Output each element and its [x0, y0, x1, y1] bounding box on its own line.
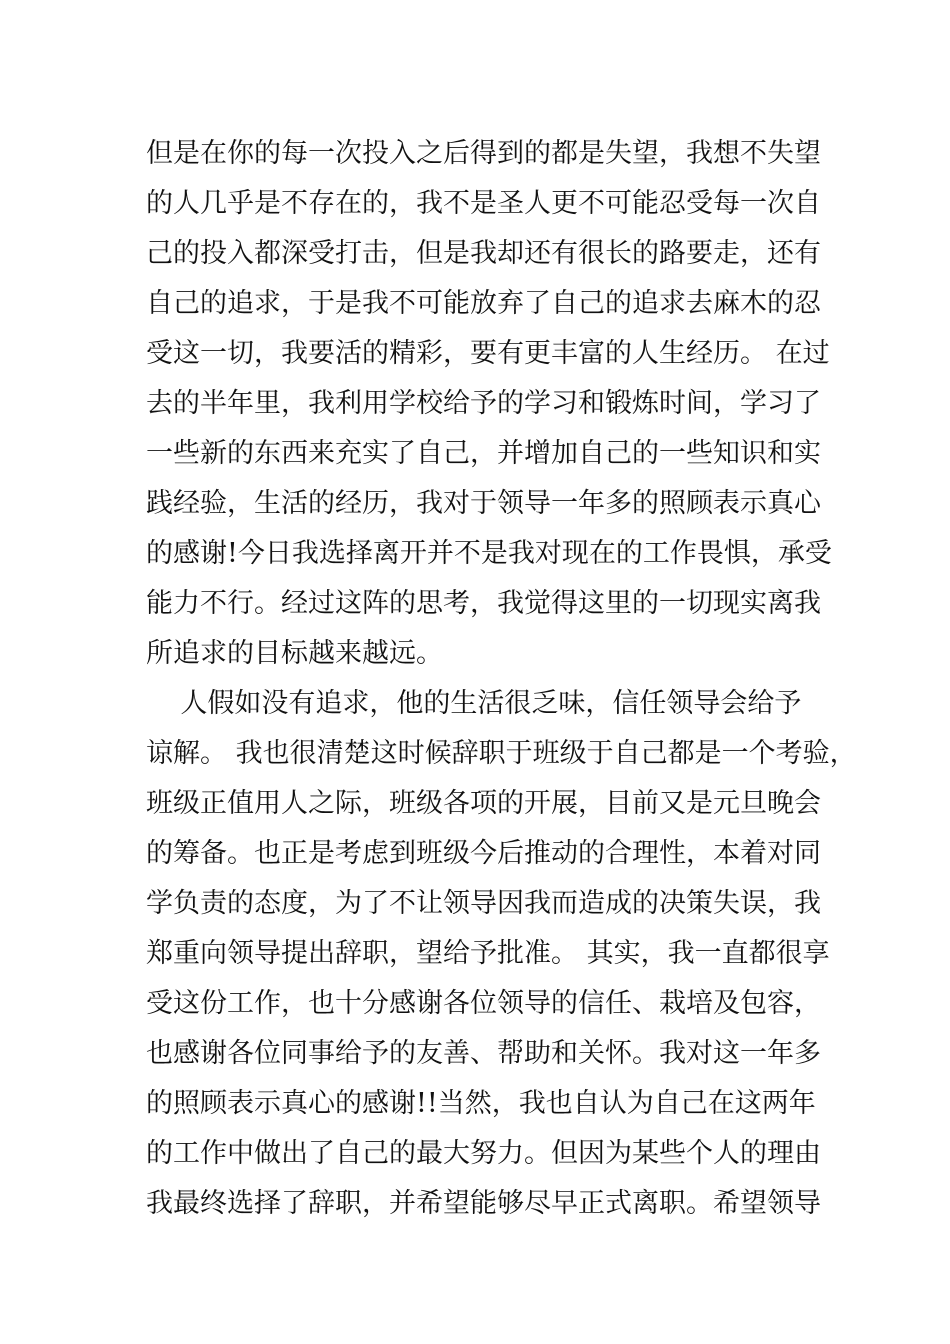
text-line: 郑重向领导提出辞职，望给予批准。 其实，我一直都很享	[146, 938, 830, 969]
text-line: 践经验，生活的经历，我对于领导一年多的照顾表示真心	[146, 488, 821, 519]
text-line: 学负责的态度，为了不让领导因我而造成的决策失误，我	[146, 888, 821, 919]
text-line: 受这一切，我要活的精彩，要有更丰富的人生经历。 在过	[146, 338, 830, 369]
text-line: 受这份工作，也十分感谢各位领导的信任、栽培及包容，	[146, 988, 821, 1019]
text-line: 的工作中做出了自己的最大努力。但因为某些个人的理由	[146, 1138, 821, 1169]
text-line: 的照顾表示真心的感谢!!当然，我也自认为自己在这两年	[146, 1088, 816, 1119]
text-line: 所追求的目标越来越远。	[146, 638, 443, 669]
text-line: 班级正值用人之际，班级各项的开展，目前又是元旦晚会	[146, 788, 821, 819]
text-line: 自己的追求，于是我不可能放弃了自己的追求去麻木的忍	[146, 288, 821, 319]
text-line: 的人几乎是不存在的，我不是圣人更不可能忍受每一次自	[146, 188, 821, 219]
body-text	[146, 129, 857, 1229]
text-line: 但是在你的每一次投入之后得到的都是失望，我想不失望	[146, 138, 821, 169]
text-line: 一些新的东西来充实了自己，并增加自己的一些知识和实	[146, 438, 821, 469]
text-line: 的感谢!今日我选择离开并不是我对现在的工作畏惧，承受	[146, 538, 832, 569]
text-line: 的筹备。也正是考虑到班级今后推动的合理性，本着对同	[146, 838, 821, 869]
text-line: 我最终选择了辞职，并希望能够尽早正式离职。希望领导	[146, 1188, 821, 1219]
text-line: 去的半年里，我利用学校给予的学习和锻炼时间，学习了	[146, 388, 821, 419]
text-line: 谅解。 我也很清楚这时候辞职于班级于自己都是一个考验，	[146, 738, 857, 769]
text-line: 己的投入都深受打击，但是我却还有很长的路要走，还有	[146, 238, 821, 269]
text-line: 人假如没有追求，他的生活很乏味，信任领导会给予	[146, 688, 802, 719]
text-line: 能力不行。经过这阵的思考，我觉得这里的一切现实离我	[146, 588, 821, 619]
text-line: 也感谢各位同事给予的友善、帮助和关怀。我对这一年多	[146, 1038, 821, 1069]
